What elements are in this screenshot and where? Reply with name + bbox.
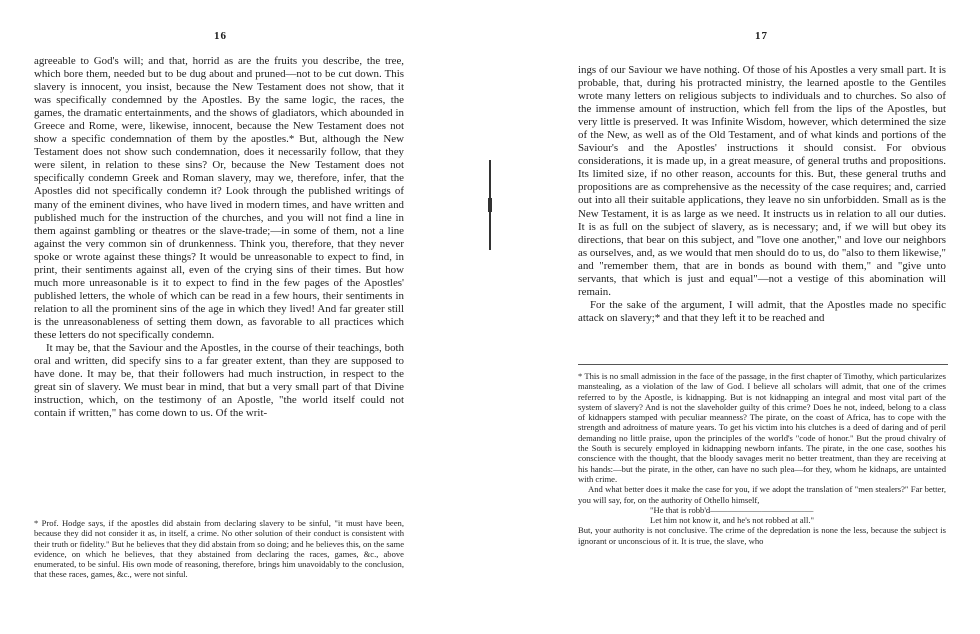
footnote-rule xyxy=(578,364,948,365)
left-body-text xyxy=(34,55,404,420)
right-footnote-para-1: * This is no small admission in the face of the passage, in the first chapter of Timothy, which particularizes manstealing, as a violation of the law of God. I believe all scholars will admit, that one of the crimes referred to by the Apostle, is kidnapping. But is not kidnapping an integral and most vital part of the system of slavery? And is not the slaveholder guilty of this crime? Does he not, indeed, belong to a class of kidnappers stamped with peculiar meanness? The pirate, on the coast of Africa, has to cope with the strength and adroitness of mature years. To get his victim into his clutches is a deed of daring and of peril demanding no little praise, upon the principles of the world's "code of honor." But the proud chivalry of the South is securely employed in kidnapping newborn infants. The pirate, in the one case, soothes his conscience with the thought, that the bloody savages merit no better treatment, than they are receiving at his hands:—but the pirate, in the other, can have no such plea—for they, whom he kidnaps, are untainted with crime. xyxy=(578,371,946,484)
right-footnote-verse-1: "He that is robb'd———————————— xyxy=(650,504,814,515)
binding-mark xyxy=(488,160,492,250)
left-footnote xyxy=(34,518,404,580)
right-page xyxy=(500,0,980,634)
left-paragraph-2: It may be, that the Saviour and the Apostles, in the course of their teachings, both oral and written, did specify sins to a far greater extent, than they are supposed to have done. It may be, that their followers had much instruction, in respect to the great sin of slavery. We must bear in mind, that but a very small part of that Divine instruction, which, on the testimony of an Apostle, "the world itself could not contain if written," has come down to us. Of the writ- xyxy=(34,342,404,420)
right-body-text xyxy=(578,64,946,325)
left-footnote-text: * Prof. Hodge says, if the apostles did abstain from declaring slavery to be sinful, "it must have been, because they did not consider it as, in itself, a crime. No other solution of their conduct is consistent with their truth or fidelity." But he believes that they did abstain from so doing; and he believes this, on the same evidence, on which he believes, that they abstained from declaring the races, games, &c., above enumerated, to be sinful. His own mode of reasoning, therefore, brings him unavoidably to the conclusion, that these races, games, &c., were not sinful. xyxy=(34,518,405,580)
right-paragraph-2: For the sake of the argument, I will admit, that the Apostles made no specific attack on slavery;* and that they left it to be reached and xyxy=(578,298,946,324)
right-paragraph-1: ings of our Saviour we have nothing. Of those of his Apostles a very small part. It is probable, that, during his protracted ministry, the learned apostle to the Gentiles wrote many letters on religious subjects to individuals and to churches. So also of the immense amount of instruction, which fell from the lips of the Apostles, but very little is preserved. It was Infinite Wisdom, however, which determined the size of the New, as well as of the Old Testament, and of what kinds and portions of the Saviour's and the Apostles' instructions it should consist. For obvious considerations, it is made up, in a great measure, of general truths and propositions. Its limited size, if no other reason, accounts for this. But, these general truths and propositions are as comprehensive as the necessity of the case requires; and, carried out into all their suitable applications, they leave no sin unforbidden. Small as is the New Testament, it is as large as we need. It instructs us in relation to all our duties. It is as full on the subject of slavery, as is necessary; and, if we will but obey its directions, that bear on this subject, and "love one another," and love our neighbors as ourselves, and, as we would that men should do to us, do "also to them likewise," and "remember them, that are in bonds as bound with them," and "give unto servants, that which is just and equal"—not a vestige of this abomination will remain. xyxy=(578,64,946,298)
right-footnote-verse-2: Let him not know it, and he's not robbed at all." xyxy=(650,515,815,526)
left-paragraph-1: agreeable to God's will; and that, horrid as are the fruits you describe, the tree, which bore them, needed but to be dug about and pruned—not to be cut down. This slavery is innocent, you insist, because the New Testament does not show, that it was specifically condemned by the Apostles. By the same logic, the races, the games, the dramatic entertainments, and the shows of gladiators, which abounded in Greece and Rome, were, likewise, innocent, because the New Testament does not show a specific condemnation of them by the apostles.* But, although the New Testament does not show such condemnation, does it necessarily follow, that they were silent, in relation to these sins? Or, because the New Testament does not specifically condemn Greek and Roman slavery, may we, therefore, infer, that the Apostles did not specifically condemn it? Look through the published writings of many of the eminent divines, who have lived in modern times, and have written and published much for the instruction of the churches, and you will not find a line in them against gambling or theatres or the slave-trade;—in some of them, not a line against the very common sin of drunkenness. Think you, therefore, that they never spoke or wrote against these things? It would be unreasonable to expect to find, in print, their sentiments against all, even of the crying sins of their times. But how much more unreasonable is it to expect to find in the few pages of the Apostles' published letters, the whole of which can be read in a few hours, their sentiments in relation to all the prominent sins of the age in which they lived! And far greater still is the unreasonableness of setting them down, as favorable to all practices which these letters do not specifically condemn. xyxy=(34,55,404,341)
page-number-left: 16 xyxy=(214,30,227,42)
page-number-right: 17 xyxy=(755,30,768,42)
right-footnote-para-3: But, your authority is not conclusive. The crime of the depredation is none the less, because the subject is ignorant or unconscious of it. It is true, the slave, who xyxy=(578,525,946,546)
left-page xyxy=(0,0,470,634)
right-footnote xyxy=(578,371,946,546)
right-footnote-para-2: And what better does it make the case for you, if we adopt the translation of "men stealers?" Far better, you will say, for, on the authority of Othello himself, xyxy=(578,484,946,505)
